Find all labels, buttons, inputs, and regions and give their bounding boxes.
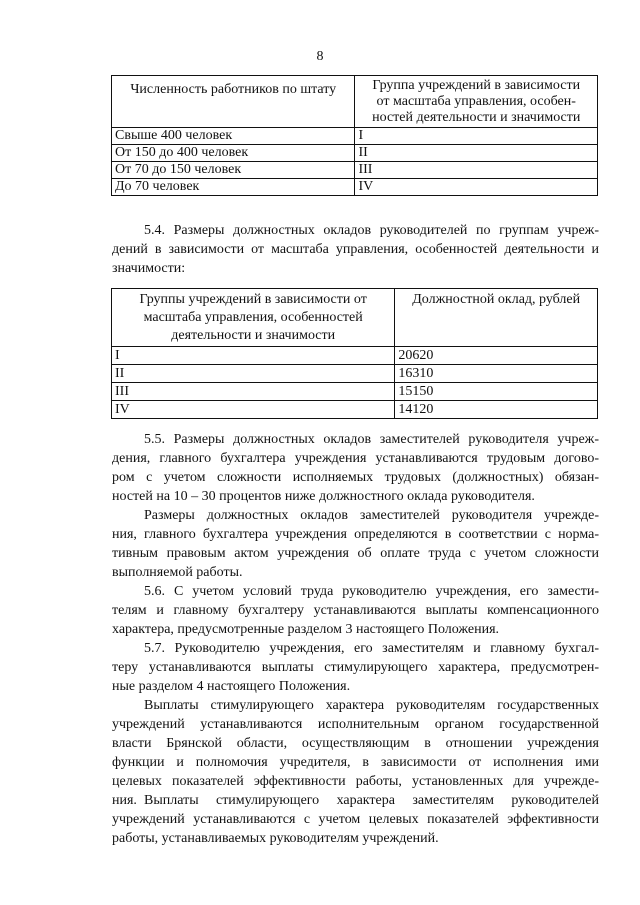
cell-staff-count: От 70 до 150 человек [112,162,355,179]
text-line: дений в зависимости от масштаба управления, особенностей деятельности и [112,242,599,257]
cell-group: III [355,162,598,179]
header-institution-groups [112,289,395,347]
text-line: 5.6. С учетом условий труда руководителю учреждения, его замести- [144,584,599,599]
cell-group: IV [355,179,598,196]
staff-groups-table [111,75,598,196]
text-line: значимости: [112,261,186,276]
paragraph-5-5-continued [112,506,599,582]
text-line: характера, предусмотренные разделом 3 настоящего Положения. [112,622,500,637]
cell-group: III [112,383,395,401]
text-line: телям и главному бухгалтеру устанавливаются выплаты компенсационного [112,603,599,618]
table-row [112,347,598,365]
cell-salary: 20620 [395,347,598,365]
text-line: учреждений устанавливаются с учетом целевых показателей эффективности [112,812,599,827]
text-line: 5.7. Руководителю учреждения, его заместителям и главному бухгал- [144,641,599,656]
header-line: Группы учреждений в зависимости от [139,292,367,307]
header-line: Численность работников по штату [130,82,337,97]
cell-salary: 16310 [395,365,598,383]
text-line: Размеры должностных окладов заместителей руководителя учрежде- [144,508,599,523]
text-line: Выплаты стимулирующего характера руководителям государственных [144,698,599,713]
text-line: ные разделом 4 настоящего Положения. [112,679,351,694]
cell-group: I [112,347,395,365]
text-line: тивным правовым актом учреждения об оплате труда с учетом сложности [112,546,599,561]
salary-table [111,288,598,419]
paragraph-5-6 [112,582,599,639]
text-line: теру устанавливаются выплаты стимулирующего характера, предусмотрен- [112,660,599,675]
table-header-row [112,289,598,347]
header-staff-count [112,76,355,128]
text-line: 5.5. Размеры должностных окладов заместителей руководителя учреж- [144,432,599,447]
cell-salary: 15150 [395,383,598,401]
table-row [112,162,598,179]
text-line: ностей на 10 – 30 процентов ниже должностного оклада руководителя. [112,489,535,504]
header-line: ностей деятельности и значимости [372,110,581,125]
header-line: Группа учреждений в зависимости [372,78,581,93]
text-line: учреждений устанавливаются исполнительным органом государственной [112,717,599,732]
header-line: масштаба управления, особенностей [143,310,363,325]
paragraph-5-5 [112,430,599,506]
cell-group: II [355,145,598,162]
header-line: деятельности и значимости [171,328,336,343]
cell-salary: 14120 [395,401,598,419]
text-line: целевых показателей эффективности работы, установленных для учрежде- [112,774,599,789]
table-row [112,401,598,419]
text-line: дения, главного бухгалтера учреждения устанавливаются трудовым догово- [112,451,599,466]
table-row [112,145,598,162]
text-line: функции и полномочия учредителя, в зависимости от исполнения ими [112,755,599,770]
paragraph-5-7-final [112,791,599,848]
table-header-row [112,76,598,128]
table-row [112,365,598,383]
text-line: выполняемой работы. [112,565,243,580]
header-institution-group [355,76,598,128]
text-line: 5.4. Размеры должностных окладов руководителей по группам учреж- [144,223,599,238]
cell-staff-count: От 150 до 400 человек [112,145,355,162]
text-line: ния. [112,793,137,808]
header-line: от масштаба управления, особен- [376,94,576,109]
header-salary [395,289,598,347]
text-line: ния, главного бухгалтера учреждения определяются в соответствии с норма- [112,527,599,542]
text-line: власти Брянской области, осуществляющим в отношении учреждения [112,736,599,751]
paragraph-5-7 [112,639,599,696]
paragraph-5-4 [112,221,599,278]
header-line: Должностной оклад, рублей [412,292,581,307]
text-line: работы, устанавливаемых руководителям учреждений. [112,831,439,846]
table-row [112,179,598,196]
cell-staff-count: До 70 человек [112,179,355,196]
cell-staff-count: Свыше 400 человек [112,128,355,145]
table-row [112,128,598,145]
text-line: Выплаты стимулирующего характера заместителям руководителей [144,793,599,808]
text-line: ром с учетом сложности исполняемых трудовых (должностных) обязан- [112,470,599,485]
cell-group: I [355,128,598,145]
cell-group: II [112,365,395,383]
cell-group: IV [112,401,395,419]
table-row [112,383,598,401]
page-number: 8 [316,49,324,64]
